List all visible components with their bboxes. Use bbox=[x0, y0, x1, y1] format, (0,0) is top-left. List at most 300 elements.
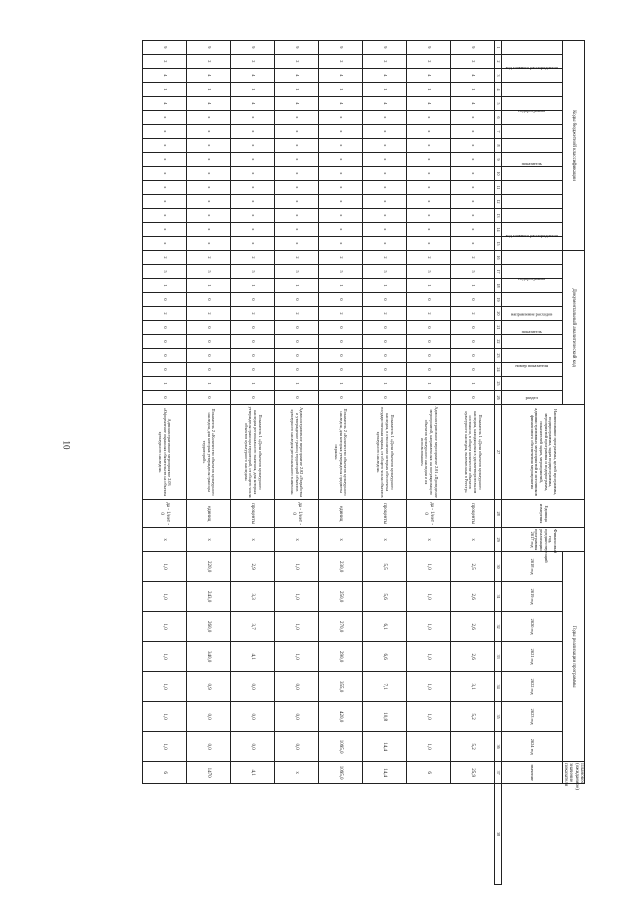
year-header: 2019 год bbox=[502, 582, 563, 612]
code-cell: 4 bbox=[451, 69, 495, 83]
code-cell: 9 bbox=[187, 41, 231, 55]
year-value: 1,0 bbox=[143, 582, 187, 612]
column-number: 25 bbox=[495, 377, 502, 391]
code-cell: 1 bbox=[319, 83, 363, 97]
year-value: 1,0 bbox=[143, 612, 187, 642]
base-year-cell: x bbox=[231, 528, 275, 552]
year-value: 3,7 bbox=[231, 612, 275, 642]
base-year-cell: x bbox=[187, 528, 231, 552]
code-column-header bbox=[502, 97, 563, 114]
year-value: 7,1 bbox=[363, 672, 407, 702]
code-cell: 0 bbox=[451, 321, 495, 335]
year-value: 1,0 bbox=[275, 582, 319, 612]
table-row bbox=[407, 41, 451, 885]
unit-cell: да - 1/нет - 0 bbox=[407, 500, 451, 528]
code-cell: x bbox=[231, 223, 275, 237]
indicator-name: Административное мероприятие 2.01 «Проведение мероприятий, направленных на популяризацию объектов культурного наследия и их использование» bbox=[407, 405, 451, 500]
code-cell: x bbox=[143, 153, 187, 167]
code-cell: 0 bbox=[187, 335, 231, 349]
table-row bbox=[451, 41, 495, 885]
column-number: 31 bbox=[495, 582, 502, 612]
year-value: 0,0 bbox=[275, 732, 319, 762]
code-cell: 0 bbox=[319, 349, 363, 363]
year-value: 1,0 bbox=[275, 642, 319, 672]
column-number: 37 bbox=[495, 762, 502, 784]
column-number: 30 bbox=[495, 552, 502, 582]
code-cell: x bbox=[319, 167, 363, 181]
column-number: 32 bbox=[495, 612, 502, 642]
indicator-name: Показатель 2 «Количество объектов культурного наследия, для которых утверждены предметы охраны» bbox=[319, 405, 363, 500]
code-cell: 0 bbox=[363, 335, 407, 349]
code-cell: 2 bbox=[363, 307, 407, 321]
column-number: 28 bbox=[495, 500, 502, 528]
code-cell: x bbox=[187, 111, 231, 125]
code-column-label: подпрограмма bbox=[518, 276, 546, 282]
rotated-table-page bbox=[80, 40, 585, 885]
code-cell: 1 bbox=[319, 377, 363, 391]
code-column-header bbox=[502, 293, 563, 317]
code-cell: 1 bbox=[231, 83, 275, 97]
code-cell: x bbox=[319, 111, 363, 125]
column-number: 19 bbox=[495, 293, 502, 307]
code-cell: x bbox=[407, 125, 451, 139]
code-cell: 1 bbox=[451, 83, 495, 97]
year-value: 355,0 bbox=[319, 672, 363, 702]
code-cell: 0 bbox=[407, 391, 451, 405]
year-value: 290,0 bbox=[319, 642, 363, 672]
base-year-header: Финансовый год, предшествующий реализации программы 2017 год bbox=[502, 528, 585, 552]
code-column-label: показатель bbox=[521, 328, 543, 334]
code-cell: 1 bbox=[231, 279, 275, 293]
code-cell: 1 bbox=[143, 377, 187, 391]
code-cell: 4 bbox=[143, 69, 187, 83]
year-value: 1,0 bbox=[275, 612, 319, 642]
column-number: 16 bbox=[495, 251, 502, 265]
code-cell: 0 bbox=[187, 363, 231, 377]
code-cell: 0 bbox=[407, 349, 451, 363]
code-column-label: показатель bbox=[521, 160, 543, 166]
code-cell: x bbox=[275, 125, 319, 139]
code-cell: 2 bbox=[407, 55, 451, 69]
column-number: 12 bbox=[495, 195, 502, 209]
unit-cell: проценты bbox=[231, 500, 275, 528]
code-cell: 0 bbox=[451, 335, 495, 349]
code-column-label: номер показателя bbox=[515, 363, 549, 369]
year-value: 1,0 bbox=[143, 552, 187, 582]
code-cell: x bbox=[407, 167, 451, 181]
column-number: 5 bbox=[495, 97, 502, 111]
code-column-label: подпрограмма bbox=[518, 108, 546, 114]
code-cell: x bbox=[187, 139, 231, 153]
code-cell: 0 bbox=[231, 349, 275, 363]
code-cell: 0 bbox=[143, 363, 187, 377]
year-value: 0,0 bbox=[231, 732, 275, 762]
year-value: 1,0 bbox=[275, 552, 319, 582]
final-value: 6 bbox=[407, 762, 451, 784]
year-value: 6,6 bbox=[363, 642, 407, 672]
code-cell: 5 bbox=[451, 265, 495, 279]
code-column-header bbox=[502, 349, 563, 369]
code-cell: x bbox=[187, 195, 231, 209]
code-cell: 0 bbox=[275, 293, 319, 307]
code-cell: 0 bbox=[187, 349, 231, 363]
code-cell: x bbox=[319, 195, 363, 209]
year-value: 1,0 bbox=[143, 672, 187, 702]
code-cell: 0 bbox=[451, 363, 495, 377]
code-cell: x bbox=[231, 209, 275, 223]
year-value: 220,0 bbox=[187, 552, 231, 582]
code-cell: x bbox=[319, 223, 363, 237]
code-cell: 4 bbox=[187, 97, 231, 111]
code-column-header bbox=[502, 377, 563, 391]
column-number: 2 bbox=[495, 55, 502, 69]
code-cell: 0 bbox=[143, 349, 187, 363]
code-cell: 2 bbox=[363, 55, 407, 69]
code-cell: 2 bbox=[187, 251, 231, 265]
column-number: 3 bbox=[495, 69, 502, 83]
code-cell: x bbox=[275, 153, 319, 167]
code-cell: 0 bbox=[187, 391, 231, 405]
code-cell: x bbox=[231, 195, 275, 209]
code-cell: 1 bbox=[451, 377, 495, 391]
code-cell: x bbox=[275, 167, 319, 181]
code-column-header bbox=[502, 237, 563, 251]
year-value: 5,6 bbox=[363, 582, 407, 612]
final-value: 14,4 bbox=[363, 762, 407, 784]
indicator-name: Показатель 1 «Доля объектов культурного наследия, в отношении которых обеспечена государственная охрана, от общего числа объектов культурного наследия» bbox=[363, 405, 407, 500]
code-cell: x bbox=[363, 237, 407, 251]
code-column-header bbox=[502, 41, 563, 70]
column-number: 18 bbox=[495, 279, 502, 293]
code-cell: 0 bbox=[231, 321, 275, 335]
code-cell: 0 bbox=[407, 363, 451, 377]
code-cell: x bbox=[319, 139, 363, 153]
code-cell: 5 bbox=[231, 265, 275, 279]
base-year-cell: x bbox=[407, 528, 451, 552]
code-cell: x bbox=[187, 167, 231, 181]
year-value: 2,6 bbox=[451, 582, 495, 612]
code-cell: 4 bbox=[363, 97, 407, 111]
code-cell: x bbox=[363, 111, 407, 125]
final-value: 25,9 bbox=[451, 762, 495, 784]
code-cell: x bbox=[319, 237, 363, 251]
year-value: 2,9 bbox=[231, 552, 275, 582]
code-column-header bbox=[502, 153, 563, 167]
code-cell: x bbox=[451, 237, 495, 251]
code-cell: x bbox=[451, 181, 495, 195]
code-cell: 1 bbox=[275, 377, 319, 391]
year-value: 0,9 bbox=[187, 672, 231, 702]
code-column-header bbox=[502, 69, 563, 83]
year-header: 2023 год bbox=[502, 702, 563, 732]
code-cell: 0 bbox=[451, 391, 495, 405]
year-value: 5,2 bbox=[451, 732, 495, 762]
code-column-header bbox=[502, 181, 563, 195]
code-cell: 0 bbox=[363, 293, 407, 307]
code-cell: x bbox=[275, 111, 319, 125]
column-number: 9 bbox=[495, 153, 502, 167]
year-value: 1,0 bbox=[143, 732, 187, 762]
year-value: 5,2 bbox=[451, 702, 495, 732]
code-cell: 4 bbox=[231, 97, 275, 111]
code-cell: 2 bbox=[319, 251, 363, 265]
column-number: 35 bbox=[495, 702, 502, 732]
base-year-cell: x bbox=[319, 528, 363, 552]
column-number: 10 bbox=[495, 167, 502, 181]
year-value: 0,0 bbox=[231, 672, 275, 702]
code-cell: 1 bbox=[363, 83, 407, 97]
code-cell: 4 bbox=[319, 69, 363, 83]
code-cell: x bbox=[407, 181, 451, 195]
code-column-header bbox=[502, 83, 563, 97]
code-cell: x bbox=[231, 167, 275, 181]
unit-cell: да - 1/нет - 0 bbox=[275, 500, 319, 528]
column-number: 17 bbox=[495, 265, 502, 279]
code-cell: x bbox=[363, 223, 407, 237]
year-header: 2021 год bbox=[502, 642, 563, 672]
code-cell: 9 bbox=[143, 41, 187, 55]
code-cell: 1 bbox=[143, 83, 187, 97]
year-value: 14,4 bbox=[363, 732, 407, 762]
code-cell: x bbox=[363, 139, 407, 153]
code-cell: 4 bbox=[319, 97, 363, 111]
code-cell: 4 bbox=[363, 69, 407, 83]
code-cell: 1 bbox=[363, 377, 407, 391]
page-number: 10 bbox=[61, 440, 72, 450]
final-value-header: Плановое (ожидаемое) значение показателя bbox=[563, 763, 584, 790]
final-sub-header: значение bbox=[502, 762, 563, 784]
year-value: 0,0 bbox=[231, 702, 275, 732]
code-cell: 2 bbox=[451, 307, 495, 321]
budget-codes-header: Коды бюджетной классификации bbox=[563, 41, 585, 251]
code-cell: 1 bbox=[407, 377, 451, 391]
name-header: Наименование программы, целей программы, подпрограммы, задач подпрограммы, мероприятий программы и подпрограмм, показателей задач, мероприятий, административных мероприятий и источников финансового обеспечения мероприятия bbox=[502, 405, 585, 500]
column-number: 21 bbox=[495, 321, 502, 335]
code-cell: x bbox=[143, 111, 187, 125]
code-cell: x bbox=[407, 139, 451, 153]
final-value: 6 bbox=[143, 762, 187, 784]
column-number: 15 bbox=[495, 237, 502, 251]
code-cell: x bbox=[231, 125, 275, 139]
code-cell: 2 bbox=[231, 55, 275, 69]
code-cell: x bbox=[407, 223, 451, 237]
code-cell: 4 bbox=[407, 97, 451, 111]
column-number: 11 bbox=[495, 181, 502, 195]
analytic-code-header: Документальный аналитический код bbox=[563, 251, 585, 405]
code-cell: 1 bbox=[275, 279, 319, 293]
code-cell: 2 bbox=[143, 55, 187, 69]
code-cell: x bbox=[275, 209, 319, 223]
code-cell: 0 bbox=[231, 363, 275, 377]
column-number: 20 bbox=[495, 307, 502, 321]
code-cell: 0 bbox=[187, 293, 231, 307]
code-cell: x bbox=[231, 139, 275, 153]
code-cell: 2 bbox=[231, 307, 275, 321]
code-cell: 2 bbox=[363, 251, 407, 265]
code-cell: 0 bbox=[231, 335, 275, 349]
table-row bbox=[231, 41, 275, 885]
code-cell: x bbox=[363, 195, 407, 209]
code-column-label: раздел bbox=[525, 394, 539, 400]
code-cell: 1 bbox=[187, 83, 231, 97]
code-cell: x bbox=[275, 237, 319, 251]
year-value: 260,0 bbox=[187, 612, 231, 642]
year-value: 1,0 bbox=[407, 702, 451, 732]
code-cell: 2 bbox=[231, 251, 275, 265]
year-value: 0,0 bbox=[275, 702, 319, 732]
code-cell: 9 bbox=[275, 41, 319, 55]
year-header: 2020 год bbox=[502, 612, 563, 642]
year-value: 2,6 bbox=[451, 642, 495, 672]
code-cell: 4 bbox=[275, 97, 319, 111]
year-value: 1,0 bbox=[143, 642, 187, 672]
year-value: 1,0 bbox=[143, 702, 187, 732]
code-cell: x bbox=[275, 195, 319, 209]
code-cell: x bbox=[451, 111, 495, 125]
code-cell: 0 bbox=[187, 321, 231, 335]
code-cell: 0 bbox=[319, 321, 363, 335]
column-number: 26 bbox=[495, 391, 502, 405]
code-cell: x bbox=[275, 223, 319, 237]
code-cell: x bbox=[451, 209, 495, 223]
year-value: 0,0 bbox=[275, 672, 319, 702]
year-value: 340,0 bbox=[187, 642, 231, 672]
code-cell: x bbox=[143, 195, 187, 209]
indicator-name: Административное мероприятие 2.02 «Разработка и утверждение границ территорий объектов культурного наследия регионального значения» bbox=[275, 405, 319, 500]
column-number: 13 bbox=[495, 209, 502, 223]
code-cell: x bbox=[363, 181, 407, 195]
table-row bbox=[187, 41, 231, 885]
code-column-header bbox=[502, 251, 563, 265]
year-value: 4,1 bbox=[231, 642, 275, 672]
code-cell: x bbox=[319, 209, 363, 223]
unit-header: Единица измерения bbox=[502, 500, 585, 528]
year-value: 1095,0 bbox=[319, 732, 363, 762]
code-cell: 5 bbox=[319, 265, 363, 279]
year-value: 5,5 bbox=[363, 552, 407, 582]
code-cell: 2 bbox=[143, 307, 187, 321]
year-value: 10,8 bbox=[363, 702, 407, 732]
code-column-header bbox=[502, 139, 563, 153]
indicator-name: Показатель 1 «Доля объектов культурного наследия, находящихся в удовлетворительном состоянии, в общем количестве объектов культурного наследия, включенных в Реестр» bbox=[451, 405, 495, 500]
year-value: 1,0 bbox=[407, 732, 451, 762]
code-cell: 0 bbox=[275, 391, 319, 405]
code-column-header bbox=[502, 321, 563, 335]
column-number: 14 bbox=[495, 223, 502, 237]
unit-cell: проценты bbox=[451, 500, 495, 528]
code-cell: x bbox=[451, 125, 495, 139]
code-cell: x bbox=[451, 195, 495, 209]
code-cell: 0 bbox=[143, 321, 187, 335]
final-value: 1470 bbox=[187, 762, 231, 784]
code-cell: 4 bbox=[275, 69, 319, 83]
code-cell: x bbox=[407, 237, 451, 251]
code-cell: 1 bbox=[363, 279, 407, 293]
year-value: 2,6 bbox=[451, 612, 495, 642]
indicator-name: Показатель 1 «Доля объектов культурного наследия регионального значения, для которых утверждены границы территорий, от общего числа объектов культурного наследия» bbox=[231, 405, 275, 500]
code-cell: 2 bbox=[319, 307, 363, 321]
period-header: Годы реализации программы bbox=[563, 552, 585, 762]
code-cell: 9 bbox=[451, 41, 495, 55]
code-cell: x bbox=[143, 209, 187, 223]
year-value: 1,0 bbox=[407, 552, 451, 582]
column-number: 22 bbox=[495, 335, 502, 349]
code-cell: 0 bbox=[363, 391, 407, 405]
code-cell: 4 bbox=[143, 97, 187, 111]
code-cell: x bbox=[143, 125, 187, 139]
column-number: 7 bbox=[495, 125, 502, 139]
code-column-header bbox=[502, 125, 563, 139]
code-column-header bbox=[502, 391, 563, 405]
code-cell: 1 bbox=[407, 279, 451, 293]
unit-cell: единиц bbox=[187, 500, 231, 528]
code-cell: x bbox=[187, 223, 231, 237]
year-value: 1,0 bbox=[407, 582, 451, 612]
code-column-label: направление расходов bbox=[511, 311, 553, 317]
code-cell: x bbox=[231, 153, 275, 167]
table-row bbox=[319, 41, 363, 885]
code-cell: 1 bbox=[319, 279, 363, 293]
unit-cell: да - 1/нет - 0 bbox=[143, 500, 187, 528]
year-value: 3,1 bbox=[451, 672, 495, 702]
code-cell: 0 bbox=[275, 363, 319, 377]
table-row bbox=[363, 41, 407, 885]
code-cell: x bbox=[407, 209, 451, 223]
year-value: 1,0 bbox=[407, 642, 451, 672]
code-cell: 2 bbox=[275, 55, 319, 69]
code-cell: 1 bbox=[407, 83, 451, 97]
code-cell: 2 bbox=[143, 251, 187, 265]
table-row bbox=[143, 41, 187, 885]
column-number: 6 bbox=[495, 111, 502, 125]
code-cell: 0 bbox=[231, 391, 275, 405]
column-number: 36 bbox=[495, 732, 502, 762]
column-number: 29 bbox=[495, 528, 502, 552]
code-cell: x bbox=[143, 223, 187, 237]
code-cell: x bbox=[451, 167, 495, 181]
code-cell: 2 bbox=[451, 251, 495, 265]
code-cell: x bbox=[143, 181, 187, 195]
year-header: 2024 год bbox=[502, 732, 563, 762]
code-cell: x bbox=[231, 111, 275, 125]
code-cell: 9 bbox=[231, 41, 275, 55]
unit-cell: единиц bbox=[319, 500, 363, 528]
indicator-name: Показатель 2 «Количество объектов культурного наследия, для которых утверждены границы территорий» bbox=[187, 405, 231, 500]
code-cell: x bbox=[451, 223, 495, 237]
code-cell: 0 bbox=[143, 293, 187, 307]
year-value: 250,0 bbox=[319, 582, 363, 612]
year-value: 0,0 bbox=[187, 702, 231, 732]
code-cell: 0 bbox=[451, 293, 495, 307]
code-cell: x bbox=[275, 139, 319, 153]
code-cell: x bbox=[407, 111, 451, 125]
code-cell: 0 bbox=[407, 321, 451, 335]
code-cell: x bbox=[451, 153, 495, 167]
code-cell: 0 bbox=[319, 335, 363, 349]
code-cell: 9 bbox=[319, 41, 363, 55]
final-value: 1095,0 bbox=[319, 762, 363, 784]
code-cell: 5 bbox=[187, 265, 231, 279]
code-cell: 5 bbox=[363, 265, 407, 279]
code-cell: 2 bbox=[275, 307, 319, 321]
code-cell: 4 bbox=[451, 97, 495, 111]
code-cell: x bbox=[187, 125, 231, 139]
code-cell: x bbox=[231, 237, 275, 251]
code-cell: x bbox=[143, 237, 187, 251]
code-cell: 9 bbox=[407, 41, 451, 55]
code-cell: x bbox=[143, 139, 187, 153]
code-cell: x bbox=[231, 181, 275, 195]
